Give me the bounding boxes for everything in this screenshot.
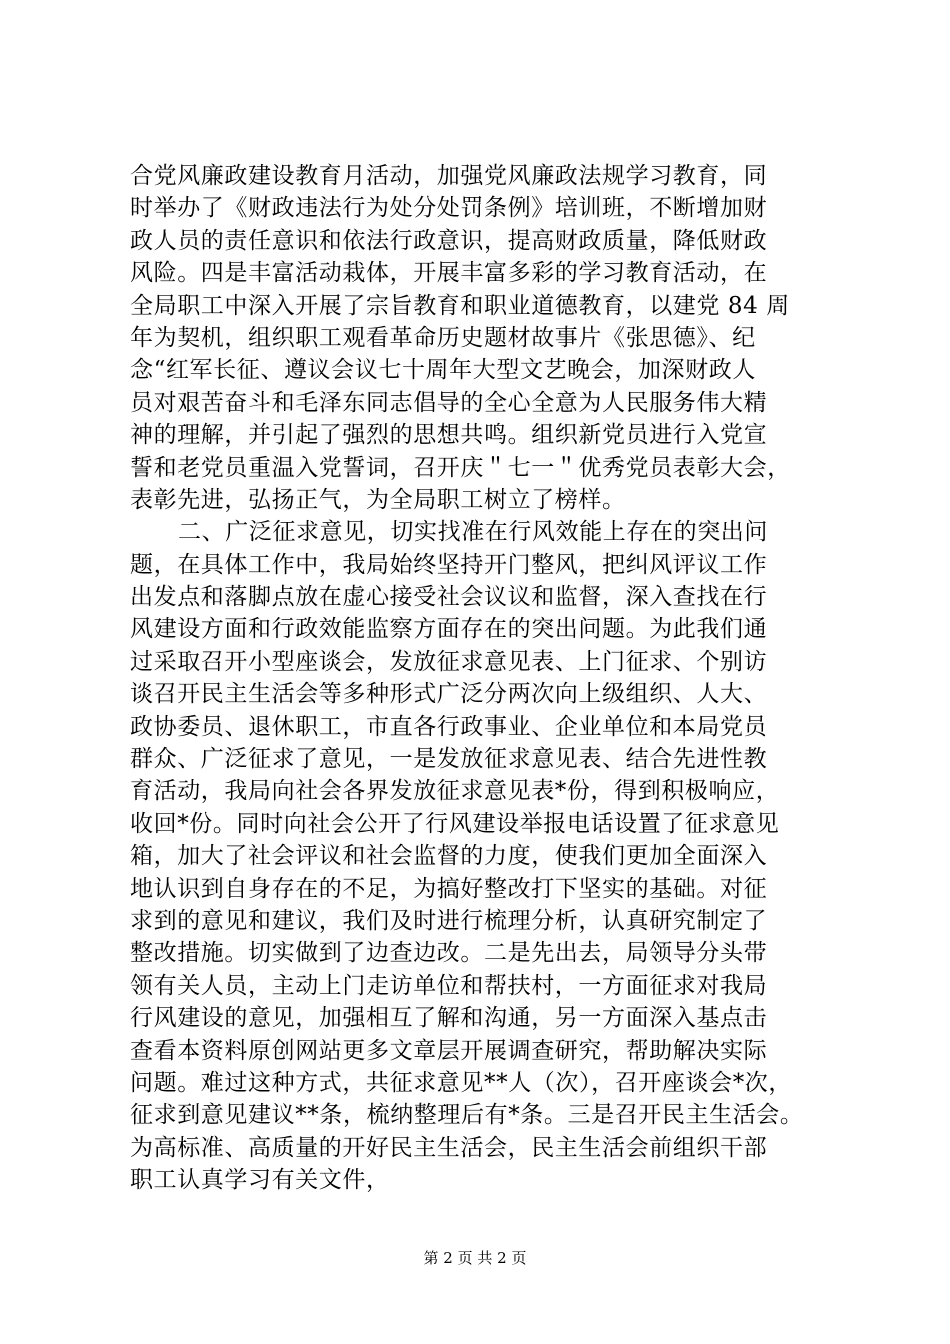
page-number-label: 第 2 页 共 2 页: [423, 1249, 527, 1267]
text-line: 时举办了《财政违法行为处分处罚条例》培训班，不断增加财: [130, 195, 768, 222]
text-line: 员对艰苦奋斗和毛泽东同志倡导的全心全意为人民服务伟大精: [130, 389, 768, 416]
text-line: 过采取召开小型座谈会，发放征求意见表、上门征求、个别访: [130, 648, 768, 675]
page-footer: [0, 1248, 950, 1268]
text-line: 表彰先进，弘扬正气，为全局职工树立了榜样。: [130, 486, 626, 513]
text-line: 政人员的责任意识和依法行政意识，提高财政质量，降低财政: [130, 227, 768, 254]
text-line: 查看本资料原创网站更多文章层开展调查研究，帮助解决实际: [130, 1037, 768, 1064]
text-line: 征求到意见建议**条，梳纳整理后有*条。三是召开民主生活会。: [130, 1102, 804, 1129]
text-line: 谈召开民主生活会等多种形式广泛分两次向上级组织、人大、: [130, 681, 768, 708]
text-line: 行风建设的意见，加强相互了解和沟通，另一方面深入基点击: [130, 1005, 768, 1032]
text-line: 领有关人员，主动上门走访单位和帮扶村，一方面征求对我局: [130, 972, 768, 999]
text-line: 年为契机，组织职工观看革命历史题材故事片《张思德》、纪: [130, 324, 756, 351]
text-line: 合党风廉政建设教育月活动，加强党风廉政法规学习教育，同: [130, 163, 768, 189]
text-line: 题，在具体工作中，我局始终坚持开门整风，把纠风评议工作: [130, 551, 768, 578]
text-line: 整改措施。切实做到了边查边改。二是先出去，局领导分头带: [130, 940, 768, 967]
text-line: 箱，加大了社会评议和社会监督的力度，使我们更加全面深入: [130, 843, 768, 870]
text-line: 全局职工中深入开展了宗旨教育和职业道德教育，以建党 84 周: [130, 292, 790, 319]
text-line: 求到的意见和建议，我们及时进行梳理分析，认真研究制定了: [130, 907, 768, 934]
text-line: 问题。难过这种方式，共征求意见**人（次），召开座谈会*次，: [130, 1069, 792, 1096]
document-body: [130, 160, 835, 1197]
text-line: 育活动，我局向社会各界发放征求意见表*份，得到积极响应，: [130, 778, 780, 805]
text-line: 念“红军长征、遵议会议七十周年大型文艺晚会，加深财政人: [130, 357, 756, 384]
text-line: 誓和老党员重温入党誓词，召开庆＂七一＂优秀党员表彰大会，: [130, 454, 791, 481]
section-heading-line: 二、广泛征求意见，切实找准在行风效能上存在的突出问: [178, 519, 768, 546]
text-line: 出发点和落脚点放在虚心接受社会议议和监督，深入查找在行: [130, 584, 768, 611]
text-line: 为高标准、高质量的开好民主生活会，民主生活会前组织干部: [130, 1134, 768, 1161]
text-line: 收回*份。同时向社会公开了行风建设举报电话设置了征求意见: [130, 810, 780, 837]
text-line: 职工认真学习有关文件，: [130, 1167, 390, 1194]
text-line: 群众、广泛征求了意见，一是发放征求意见表、结合先进性教: [130, 746, 768, 773]
text-line: 地认识到自身存在的不足，为搞好整改打下坚实的基础。对征: [130, 875, 768, 902]
text-line: 风险。四是丰富活动栽体，开展丰富多彩的学习教育活动，在: [130, 260, 768, 287]
text-line: 风建设方面和行政效能监察方面存在的突出问题。为此我们通: [130, 616, 768, 643]
text-line: 神的理解，并引起了强烈的思想共鸣。组织新党员进行入党宣: [130, 422, 768, 449]
text-line: 政协委员、退休职工，市直各行政事业、企业单位和本局党员: [130, 713, 768, 740]
